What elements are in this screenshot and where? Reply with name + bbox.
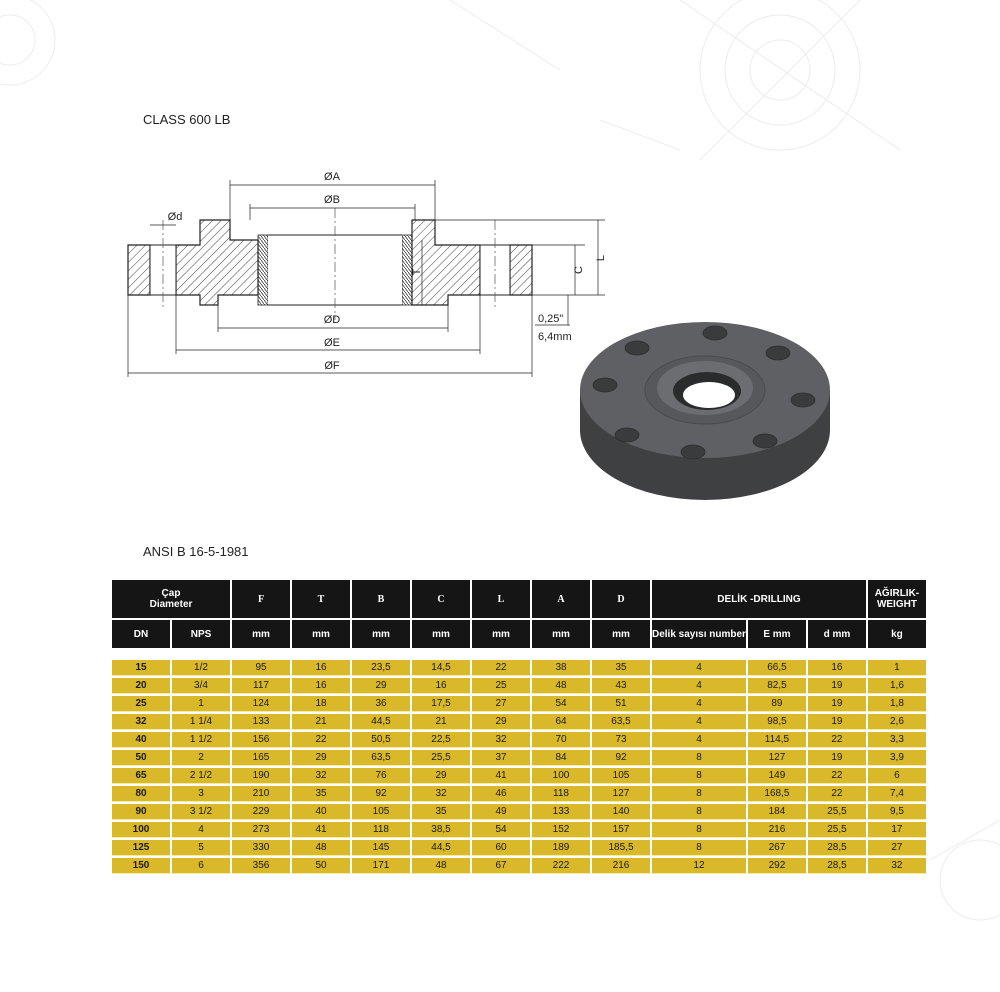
subheader-cell: Delik sayısı number <box>652 620 746 648</box>
col-f-header: F <box>232 580 290 618</box>
table-cell: 38 <box>532 660 590 676</box>
table-cell: 118 <box>532 786 590 802</box>
table-cell: 21 <box>412 714 470 730</box>
table-cell: 16 <box>808 660 866 676</box>
table-cell: 90 <box>112 804 170 820</box>
table-cell: 140 <box>592 804 650 820</box>
table-cell: 4 <box>172 822 230 838</box>
class-heading: CLASS 600 LB <box>143 112 231 127</box>
drilling-header: DELİK -DRILLING <box>652 580 866 618</box>
table-cell: 2 <box>172 750 230 766</box>
table-row <box>112 732 926 748</box>
subheader-cell: mm <box>472 620 530 648</box>
table-cell: 73 <box>592 732 650 748</box>
table-cell: 28,5 <box>808 858 866 874</box>
table-cell: 63,5 <box>592 714 650 730</box>
table-cell: 54 <box>532 696 590 712</box>
subheader-cell: mm <box>592 620 650 648</box>
table-cell: 54 <box>472 822 530 838</box>
flange-cross-section-drawing <box>120 160 620 390</box>
table-cell: 64 <box>532 714 590 730</box>
table-cell: 4 <box>652 660 746 676</box>
table-cell: 32 <box>292 768 350 784</box>
label-a: ØA <box>324 171 340 183</box>
table-cell: 50 <box>112 750 170 766</box>
table-cell: 32 <box>472 732 530 748</box>
table-cell: 50,5 <box>352 732 410 748</box>
table-cell: 8 <box>652 768 746 784</box>
table-cell: 216 <box>592 858 650 874</box>
table-cell: 14,5 <box>412 660 470 676</box>
table-row <box>112 660 926 676</box>
subheader-cell: kg <box>868 620 926 648</box>
table-cell: 133 <box>532 804 590 820</box>
table-row <box>112 840 926 856</box>
table-cell: 5 <box>172 840 230 856</box>
standard-heading: ANSI B 16-5-1981 <box>143 544 249 559</box>
table-cell: 150 <box>112 858 170 874</box>
table-cell: 229 <box>232 804 290 820</box>
table-cell: 168,5 <box>748 786 806 802</box>
table-cell: 8 <box>652 822 746 838</box>
table-cell: 4 <box>652 714 746 730</box>
table-cell: 19 <box>808 750 866 766</box>
table-cell: 44,5 <box>412 840 470 856</box>
table-cell: 82,5 <box>748 678 806 694</box>
table-cell: 6 <box>172 858 230 874</box>
header-row-1 <box>112 580 926 618</box>
table-row <box>112 786 926 802</box>
table-cell: 125 <box>112 840 170 856</box>
table-cell: 19 <box>808 678 866 694</box>
table-cell: 105 <box>592 768 650 784</box>
table-cell: 32 <box>112 714 170 730</box>
table-cell: 46 <box>472 786 530 802</box>
table-cell: 3/4 <box>172 678 230 694</box>
label-face-mm: 6,4mm <box>538 331 572 343</box>
table-cell: 25 <box>112 696 170 712</box>
table-cell: 356 <box>232 858 290 874</box>
table-cell: 92 <box>592 750 650 766</box>
table-cell: 105 <box>352 804 410 820</box>
table-cell: 35 <box>412 804 470 820</box>
subheader-cell: NPS <box>172 620 230 648</box>
table-cell: 16 <box>412 678 470 694</box>
table-cell: 152 <box>532 822 590 838</box>
table-cell: 16 <box>292 660 350 676</box>
table-cell: 36 <box>352 696 410 712</box>
table-cell: 41 <box>292 822 350 838</box>
table-cell: 190 <box>232 768 290 784</box>
weight-header: AĞIRLIK- WEIGHT <box>868 580 926 618</box>
table-cell: 292 <box>748 858 806 874</box>
dimension-table <box>110 578 928 876</box>
subheader-cell: d mm <box>808 620 866 648</box>
table-cell: 25,5 <box>808 822 866 838</box>
table-cell: 41 <box>472 768 530 784</box>
table-cell: 65 <box>112 768 170 784</box>
subheader-cell: mm <box>532 620 590 648</box>
table-cell: 40 <box>292 804 350 820</box>
table-row <box>112 696 926 712</box>
table-cell: 8 <box>652 786 746 802</box>
left-section <box>128 245 150 295</box>
table-cell: 8 <box>652 840 746 856</box>
table-cell: 12 <box>652 858 746 874</box>
table-cell: 22 <box>292 732 350 748</box>
table-cell: 15 <box>112 660 170 676</box>
table-cell: 8 <box>652 750 746 766</box>
table-cell: 330 <box>232 840 290 856</box>
table-cell: 3,9 <box>868 750 926 766</box>
table-cell: 4 <box>652 696 746 712</box>
table-cell: 17,5 <box>412 696 470 712</box>
table-cell: 80 <box>112 786 170 802</box>
table-cell: 4 <box>652 732 746 748</box>
table-cell: 35 <box>292 786 350 802</box>
table-cell: 38,5 <box>412 822 470 838</box>
table-cell: 50 <box>292 858 350 874</box>
table-cell: 28,5 <box>808 840 866 856</box>
table-cell: 27 <box>472 696 530 712</box>
col-d-header: D <box>592 580 650 618</box>
table-cell: 2,6 <box>868 714 926 730</box>
table-cell: 189 <box>532 840 590 856</box>
table-row <box>112 768 926 784</box>
label-e: ØE <box>324 337 340 349</box>
col-a-header: A <box>532 580 590 618</box>
table-cell: 98,5 <box>748 714 806 730</box>
label-face-in: 0,25" <box>538 313 564 325</box>
flange-3d-render <box>575 315 835 505</box>
table-row <box>112 750 926 766</box>
table-cell: 18 <box>292 696 350 712</box>
table-cell: 156 <box>232 732 290 748</box>
table-cell: 100 <box>532 768 590 784</box>
table-cell: 66,5 <box>748 660 806 676</box>
diameter-header: Çap Diameter <box>112 580 230 618</box>
table-cell: 145 <box>352 840 410 856</box>
table-cell: 22 <box>808 768 866 784</box>
label-b: ØB <box>324 194 340 206</box>
table-cell: 1 <box>172 696 230 712</box>
table-body <box>112 660 926 874</box>
table-cell: 16 <box>292 678 350 694</box>
table-cell: 6 <box>868 768 926 784</box>
table-cell: 127 <box>748 750 806 766</box>
subheader-cell: DN <box>112 620 170 648</box>
table-cell: 92 <box>352 786 410 802</box>
table-cell: 165 <box>232 750 290 766</box>
table-cell: 1 1/2 <box>172 732 230 748</box>
table-cell: 22 <box>472 660 530 676</box>
table-cell: 1 1/4 <box>172 714 230 730</box>
table-cell: 216 <box>748 822 806 838</box>
table-cell: 1/2 <box>172 660 230 676</box>
table-cell: 171 <box>352 858 410 874</box>
subheader-cell: mm <box>232 620 290 648</box>
table-cell: 22 <box>808 732 866 748</box>
label-d: ØD <box>323 314 341 326</box>
table-cell: 185,5 <box>592 840 650 856</box>
table-cell: 25,5 <box>412 750 470 766</box>
table-cell: 4 <box>652 678 746 694</box>
table-cell: 100 <box>112 822 170 838</box>
table-cell: 3 1/2 <box>172 804 230 820</box>
table-cell: 273 <box>232 822 290 838</box>
table-cell: 32 <box>412 786 470 802</box>
subheader-cell: mm <box>412 620 470 648</box>
subheader-cell: mm <box>352 620 410 648</box>
subheader-cell: mm <box>292 620 350 648</box>
table-cell: 27 <box>868 840 926 856</box>
table-cell: 48 <box>292 840 350 856</box>
col-c-header: C <box>412 580 470 618</box>
table-cell: 70 <box>532 732 590 748</box>
table-cell: 210 <box>232 786 290 802</box>
table-cell: 222 <box>532 858 590 874</box>
label-l: L <box>595 254 607 262</box>
table-cell: 267 <box>748 840 806 856</box>
table-cell: 1,8 <box>868 696 926 712</box>
table-cell: 118 <box>352 822 410 838</box>
table-cell: 1 <box>868 660 926 676</box>
table-cell: 2 1/2 <box>172 768 230 784</box>
table-cell: 76 <box>352 768 410 784</box>
table-cell: 19 <box>808 696 866 712</box>
table-cell: 67 <box>472 858 530 874</box>
table-cell: 43 <box>592 678 650 694</box>
col-b-header: B <box>352 580 410 618</box>
table-cell: 95 <box>232 660 290 676</box>
table-row <box>112 858 926 874</box>
table-cell: 35 <box>592 660 650 676</box>
table-cell: 21 <box>292 714 350 730</box>
table-row <box>112 822 926 838</box>
table-cell: 20 <box>112 678 170 694</box>
table-cell: 133 <box>232 714 290 730</box>
table-row <box>112 678 926 694</box>
label-f: ØF <box>324 360 340 372</box>
label-c: C <box>573 266 585 274</box>
table-cell: 48 <box>412 858 470 874</box>
table-cell: 32 <box>868 858 926 874</box>
table-cell: 44,5 <box>352 714 410 730</box>
table-row <box>112 714 926 730</box>
table-cell: 29 <box>292 750 350 766</box>
label-t: T <box>411 268 423 276</box>
table-cell: 29 <box>352 678 410 694</box>
table-cell: 48 <box>532 678 590 694</box>
table-cell: 84 <box>532 750 590 766</box>
spacer-row <box>112 650 926 658</box>
table-cell: 37 <box>472 750 530 766</box>
label-d-hole: Ød <box>167 211 183 223</box>
table-cell: 63,5 <box>352 750 410 766</box>
table-cell: 19 <box>808 714 866 730</box>
table-cell: 49 <box>472 804 530 820</box>
table-cell: 1,6 <box>868 678 926 694</box>
table-cell: 25,5 <box>808 804 866 820</box>
table-cell: 184 <box>748 804 806 820</box>
table-cell: 60 <box>472 840 530 856</box>
header-row-2 <box>112 620 926 648</box>
table-cell: 25 <box>472 678 530 694</box>
table-cell: 29 <box>412 768 470 784</box>
col-t-header: T <box>292 580 350 618</box>
table-cell: 114,5 <box>748 732 806 748</box>
table-cell: 23,5 <box>352 660 410 676</box>
table-cell: 157 <box>592 822 650 838</box>
table-cell: 8 <box>652 804 746 820</box>
table-cell: 124 <box>232 696 290 712</box>
table-cell: 29 <box>472 714 530 730</box>
table-cell: 3,3 <box>868 732 926 748</box>
table-cell: 22,5 <box>412 732 470 748</box>
table-cell: 9,5 <box>868 804 926 820</box>
table-cell: 22 <box>808 786 866 802</box>
table-cell: 149 <box>748 768 806 784</box>
table-cell: 3 <box>172 786 230 802</box>
table-cell: 117 <box>232 678 290 694</box>
table-cell: 17 <box>868 822 926 838</box>
table-row <box>112 804 926 820</box>
subheader-cell: E mm <box>748 620 806 648</box>
table-cell: 127 <box>592 786 650 802</box>
table-cell: 40 <box>112 732 170 748</box>
table-cell: 7,4 <box>868 786 926 802</box>
col-l-header: L <box>472 580 530 618</box>
table-cell: 51 <box>592 696 650 712</box>
table-cell: 89 <box>748 696 806 712</box>
